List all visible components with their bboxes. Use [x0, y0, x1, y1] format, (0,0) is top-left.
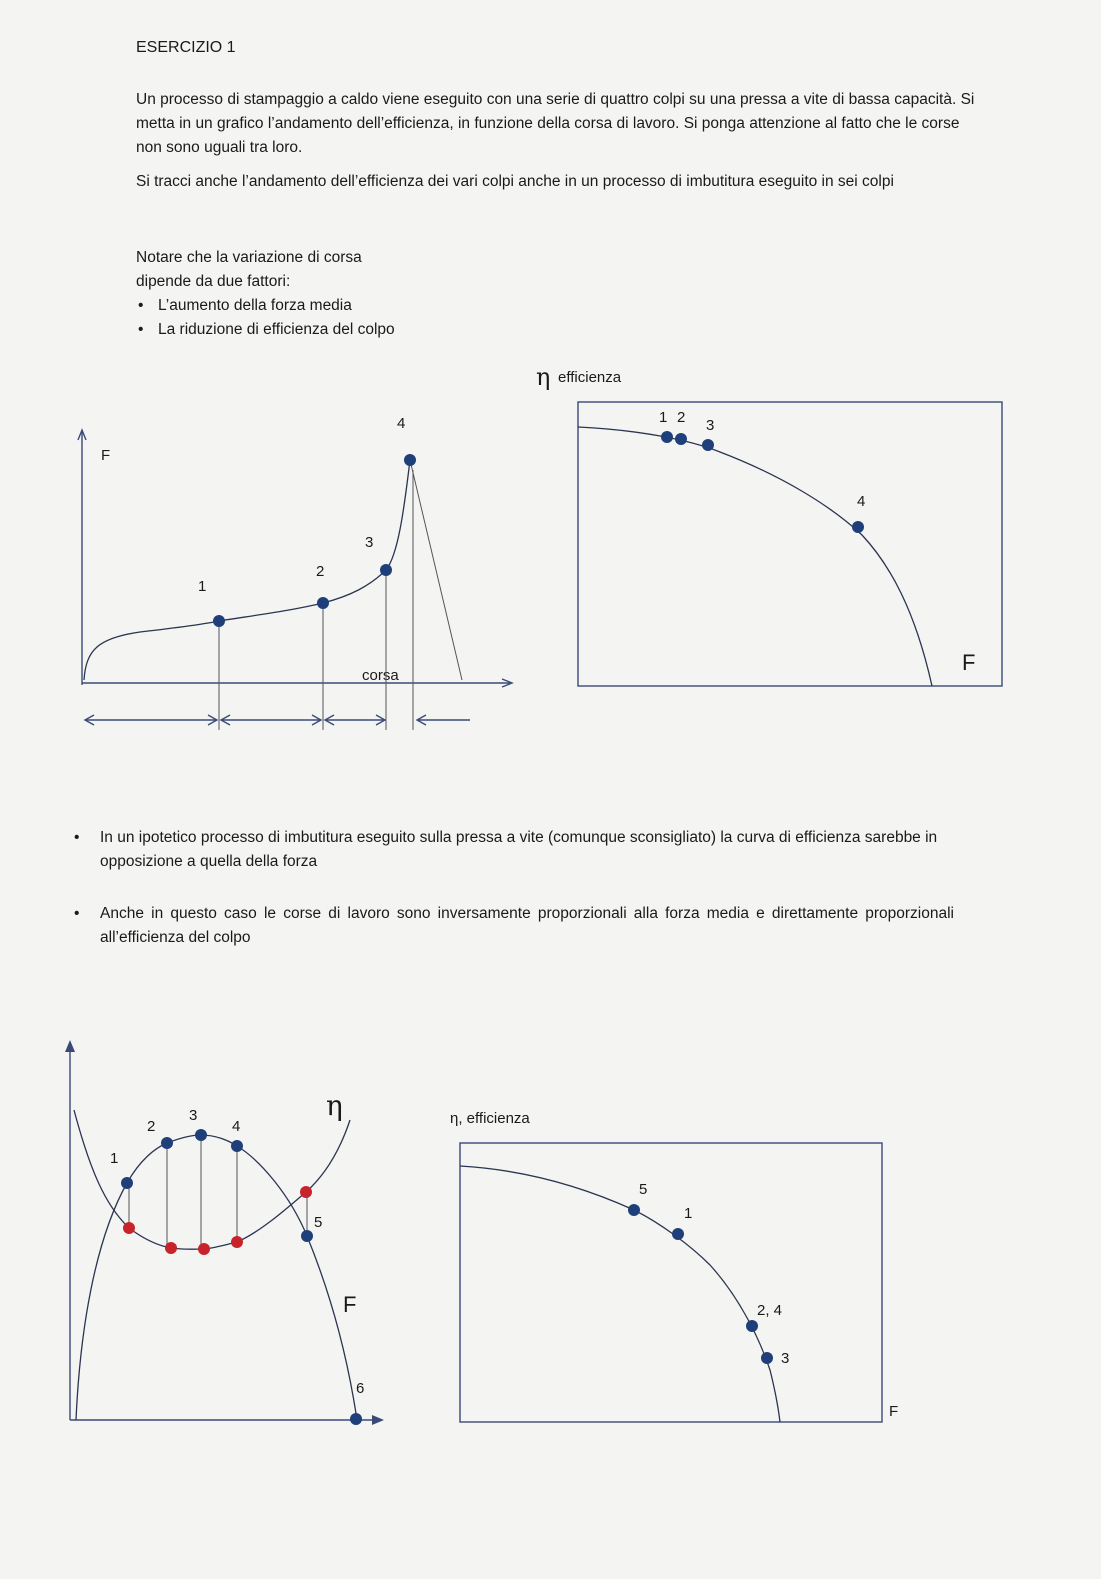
stroke-point	[213, 615, 225, 627]
stroke-point	[380, 564, 392, 576]
bullet-text: In un ipotetico processo di imbutitura eseguito sulla pressa a vite (comunque sconsigliato) la curva di efficienza sarebbe in opposizione a quella della forza	[100, 829, 938, 870]
force-point	[195, 1129, 207, 1141]
efficiency-point	[123, 1222, 135, 1234]
note-item: • La riduzione di efficienza del colpo	[158, 318, 406, 342]
efficiency-point	[761, 1352, 773, 1364]
efficiency-curve	[578, 427, 932, 686]
stroke-point	[317, 597, 329, 609]
efficiency-point	[628, 1204, 640, 1216]
bullet-text: Anche in questo caso le corse di lavoro sono inversamente proporzionali alla forza media e direttamente proporzionali all’efficienza del colpo	[100, 905, 954, 946]
point-label: 1	[198, 578, 207, 595]
force-point	[121, 1177, 133, 1189]
y-axis-arrow-icon	[65, 1040, 75, 1052]
stroke-dimension-arrows	[85, 715, 470, 725]
force-curve	[84, 460, 410, 680]
drop-line	[410, 460, 462, 680]
efficiency-curve	[460, 1166, 783, 1422]
problem-paragraph-2: Si tracci anche l’andamento dell’efficienza dei vari colpi anche in un processo di imbutitura eseguito in sei colpi	[136, 173, 894, 190]
note-intro: Notare che la variazione di corsa dipende da due fattori:	[136, 249, 362, 290]
figure-deep-drawing	[65, 1040, 384, 1425]
stroke-point	[404, 454, 416, 466]
point-label: 2	[677, 409, 686, 426]
force-label: F	[343, 1292, 357, 1317]
force-point	[231, 1140, 243, 1152]
point-label: 6	[356, 1380, 365, 1397]
point-label: 4	[232, 1118, 241, 1135]
point-label: 5	[314, 1214, 323, 1231]
force-point	[350, 1413, 362, 1425]
point-label: 2	[147, 1118, 156, 1135]
force-curve	[76, 1135, 357, 1420]
efficiency-point	[231, 1236, 243, 1248]
point-label: 3	[781, 1350, 790, 1367]
figure-efficiency-force	[536, 363, 1002, 686]
efficiency-point	[672, 1228, 684, 1240]
efficiency-point	[746, 1320, 758, 1332]
chart-title: η, efficienza	[450, 1110, 530, 1127]
efficiency-point	[165, 1242, 177, 1254]
point-label: 5	[639, 1181, 648, 1198]
exercise-title: ESERCIZIO 1	[136, 39, 236, 56]
y-axis-label: F	[101, 447, 111, 464]
bullet-dot-icon: •	[74, 829, 80, 846]
figure-force-stroke	[78, 415, 512, 730]
efficiency-point	[198, 1243, 210, 1255]
efficiency-curve	[74, 1110, 350, 1249]
figure-efficiency-force-drawing	[450, 1110, 898, 1422]
eta-label: η	[326, 1089, 343, 1122]
point-label: 3	[706, 417, 715, 434]
chart-frame	[578, 402, 1002, 686]
point-label: 3	[365, 534, 374, 551]
x-axis-arrow-icon	[372, 1415, 384, 1425]
efficiency-point	[702, 439, 714, 451]
point-label: 2, 4	[757, 1302, 783, 1319]
eta-symbol: η	[536, 363, 551, 391]
x-axis-label: F	[962, 650, 976, 675]
problem-paragraph-1: Un processo di stampaggio a caldo viene eseguito con una serie di quattro colpi su una pressa a vite di bassa capacità. Si metta in un grafico l’andamento dell’efficienza, in funzione della corsa di lavoro. Si ponga attenzione al fatto che le corse non sono uguali tra loro.	[136, 91, 975, 156]
chart-title: efficienza	[558, 369, 622, 386]
point-label: 3	[189, 1107, 198, 1124]
bullet-dot-icon: •	[74, 905, 80, 922]
efficiency-point	[852, 521, 864, 533]
efficiency-point	[661, 431, 673, 443]
force-point	[301, 1230, 313, 1242]
point-label: 1	[659, 409, 668, 426]
point-label: 2	[316, 563, 325, 580]
chart-frame	[460, 1143, 882, 1422]
point-label: 1	[684, 1205, 693, 1222]
force-point	[161, 1137, 173, 1149]
x-axis-label: corsa	[362, 667, 399, 684]
point-label: 1	[110, 1150, 119, 1167]
efficiency-point	[675, 433, 687, 445]
point-label: 4	[397, 415, 406, 432]
x-axis-label: F	[889, 1403, 899, 1420]
efficiency-point	[300, 1186, 312, 1198]
note-item: • L’aumento della forza media	[158, 294, 406, 318]
point-label: 4	[857, 493, 866, 510]
